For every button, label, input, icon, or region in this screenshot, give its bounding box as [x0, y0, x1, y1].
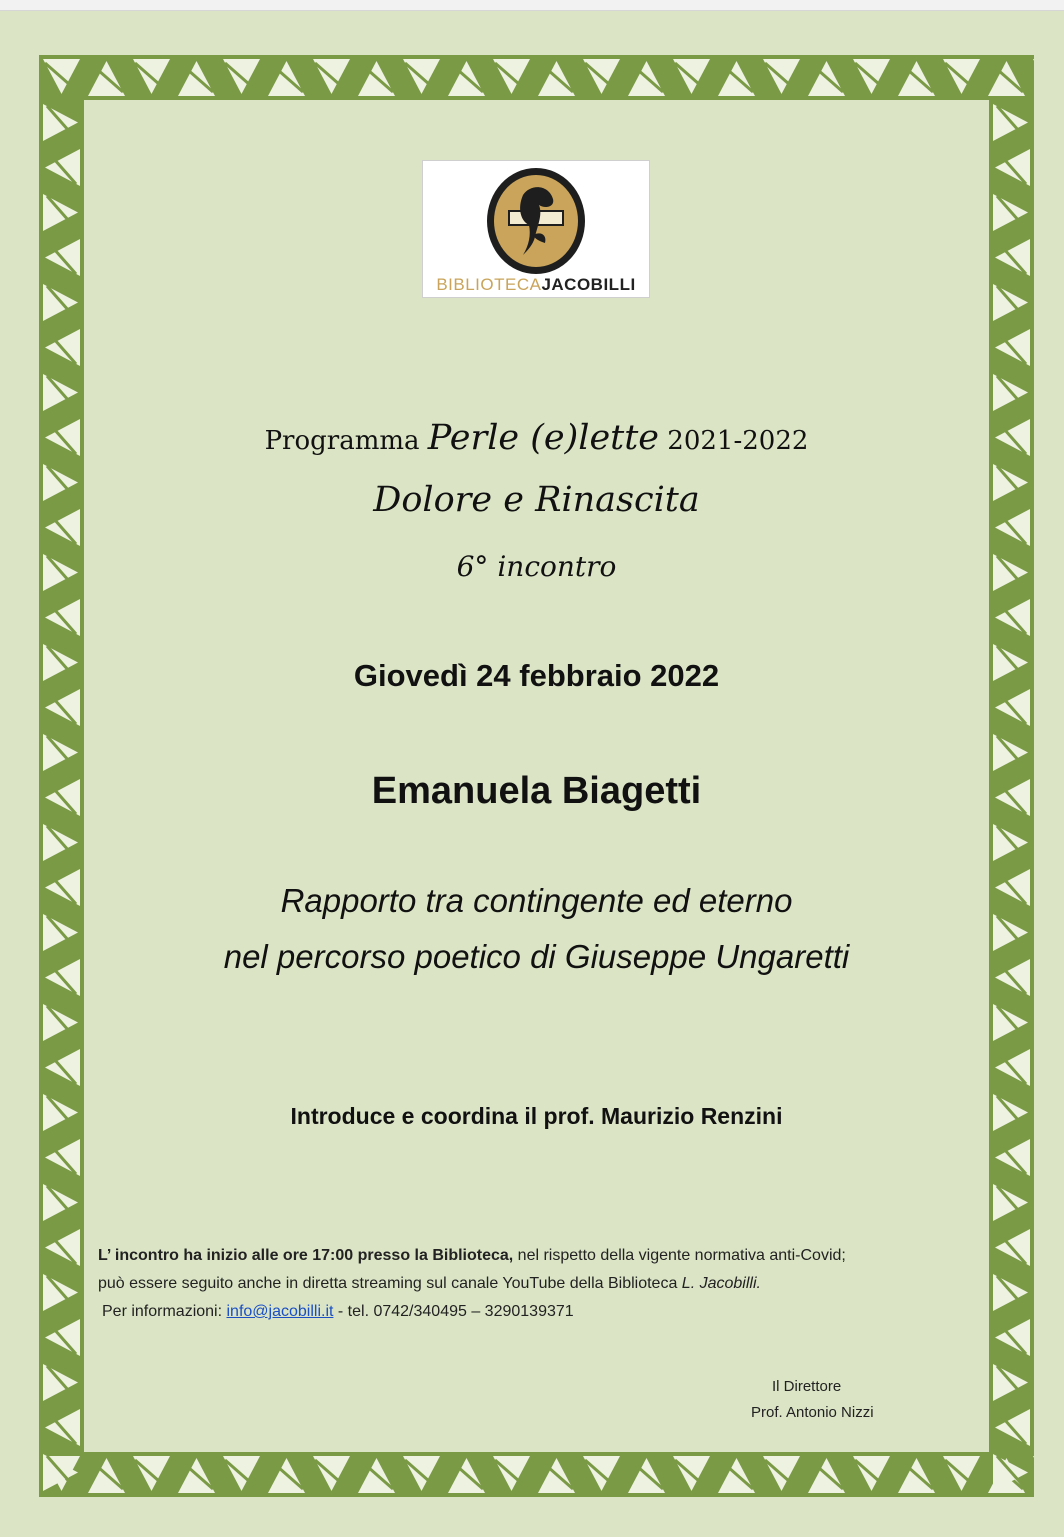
meeting-number: 6° incontro — [456, 550, 617, 583]
logo-emblem — [483, 165, 589, 275]
email-link[interactable]: info@jacobilli.it — [226, 1303, 334, 1320]
logo-text-part1: BIBLIOTECA — [436, 275, 542, 294]
talk-title-line2: nel percorso poetico di Giuseppe Ungaretti — [223, 938, 850, 975]
flyer-page — [84, 100, 989, 1452]
library-logo — [422, 160, 650, 298]
programme-theme: Dolore e Rinascita — [373, 480, 700, 520]
signature — [751, 1374, 874, 1426]
signature-role: Il Direttore — [772, 1378, 842, 1395]
programme-years: 2021-2022 — [667, 426, 809, 456]
logo-text-part2: JACOBILLI — [541, 275, 636, 294]
info-covid-note: nel rispetto della vigente normativa anti-Covid; — [513, 1247, 846, 1264]
signature-name: Prof. Antonio Nizzi — [751, 1404, 874, 1421]
programme-prefix: Programma — [264, 426, 420, 456]
top-bar — [0, 0, 1064, 11]
logo-text — [423, 275, 649, 295]
programme-line — [84, 418, 989, 458]
talk-title-line1: Rapporto tra contingente ed eterno — [280, 882, 793, 919]
info-streaming: può essere seguito anche in diretta streaming sul canale YouTube della Biblioteca — [98, 1275, 682, 1292]
event-info — [98, 1242, 846, 1326]
info-contact — [98, 1298, 846, 1326]
speaker-name: Emanuela Biagetti — [371, 770, 702, 812]
info-line1 — [98, 1242, 846, 1270]
phone-numbers: - tel. 0742/340495 – 3290139371 — [333, 1303, 574, 1320]
contact-label: Per informazioni: — [102, 1303, 227, 1320]
introduction: Introduce e coordina il prof. Maurizio Renzini — [290, 1103, 783, 1129]
programme-series: Perle (e)lette — [427, 418, 660, 458]
info-start-time: L’ incontro ha inizio alle ore 17:00 presso la Biblioteca, — [98, 1247, 514, 1264]
info-line2 — [98, 1270, 846, 1298]
event-date: Giovedì 24 febbraio 2022 — [353, 658, 720, 693]
info-library-name: L. Jacobilli. — [681, 1275, 761, 1292]
